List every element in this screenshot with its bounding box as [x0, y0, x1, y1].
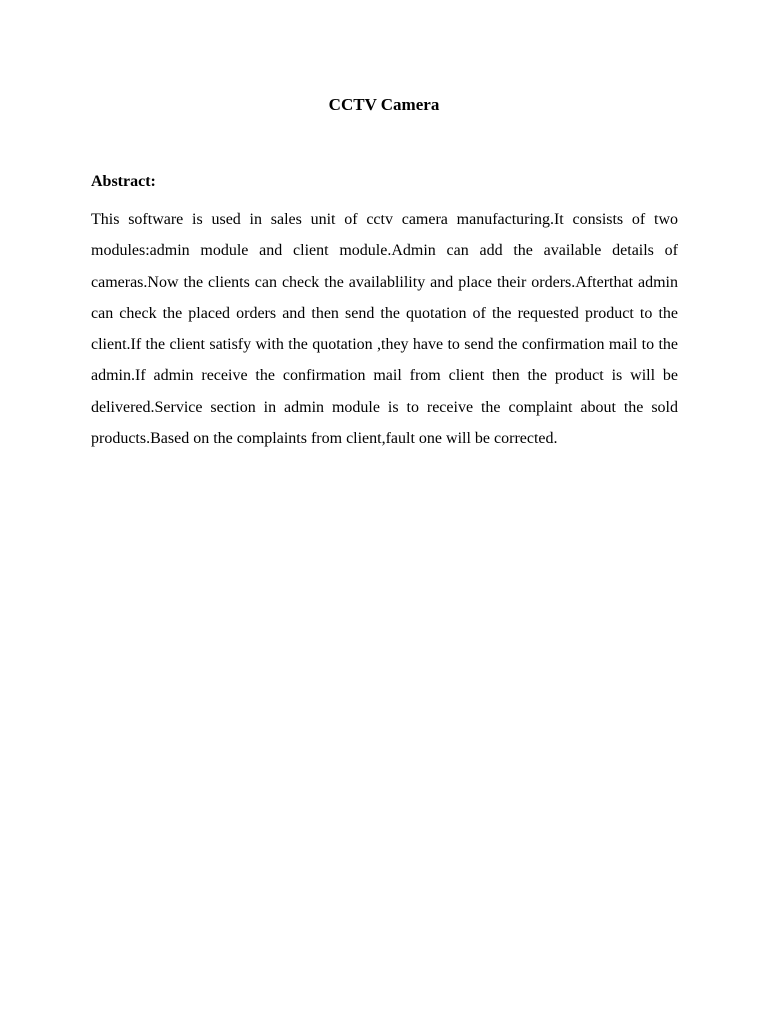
document-title: CCTV Camera	[328, 95, 440, 114]
abstract-heading: Abstract:	[91, 173, 156, 190]
abstract-paragraph: This software is used in sales unit of cctv camera manufacturing.It consists of two modules:admin module and client module.Admin can add the available details of cameras.Now the clients can check the availablility and place their orders.Afterthat admin can check the placed orders and then send the quotation of the requested product to the client.If the client satisfy with the quotation ,they have to send the confirmation mail to the admin.If admin receive the confirmation mail from client then the product is will be delivered.Service section in admin module is to receive the complaint about the sold products.Based on the complaints from client,fault one will be corrected.	[91, 211, 678, 448]
